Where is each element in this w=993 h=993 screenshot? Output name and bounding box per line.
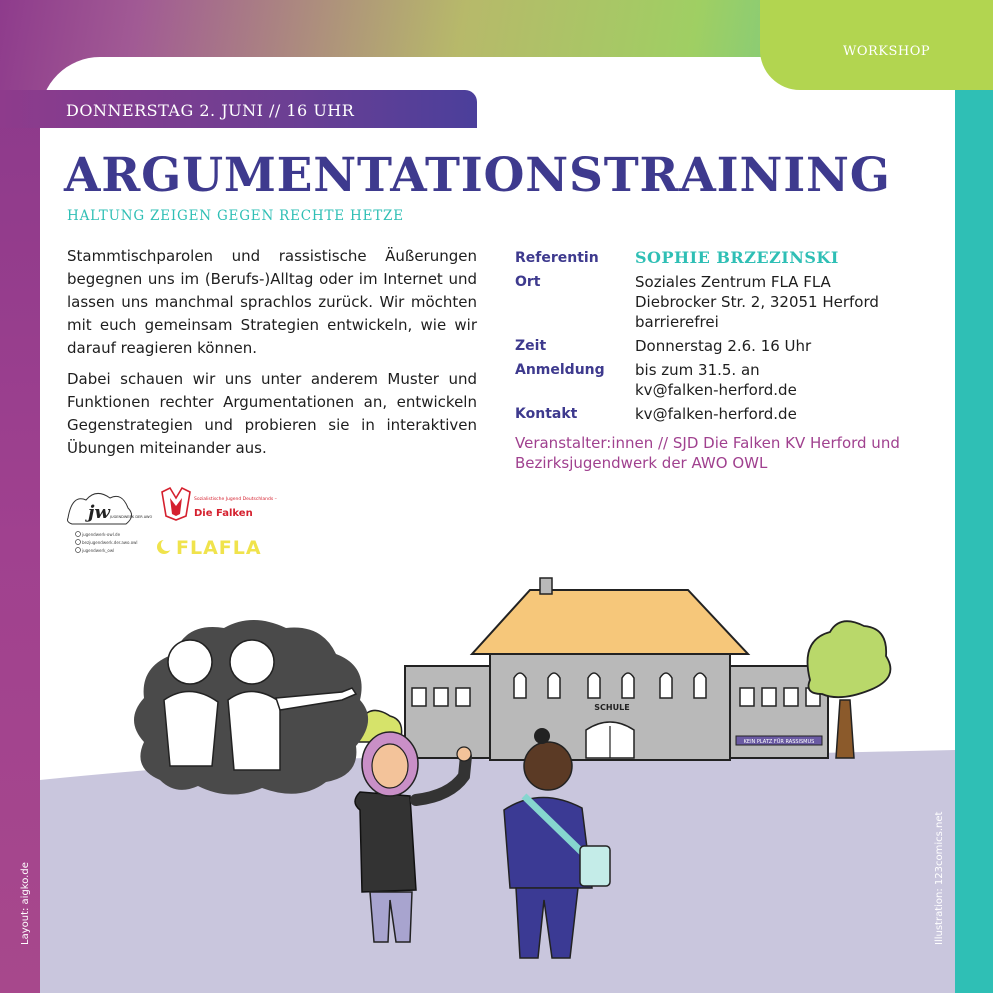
man-head-left — [168, 640, 212, 684]
page-title: ARGUMENTATIONSTRAINING — [64, 148, 891, 203]
info-row-zeit — [515, 336, 935, 356]
boy-head — [524, 742, 572, 790]
anmeldung-email-link[interactable]: kv@falken-herford.de — [635, 381, 797, 399]
ort-line: Soziales Zentrum FLA FLA — [635, 273, 831, 291]
zeit-value: Donnerstag 2.6. 16 Uhr — [635, 337, 812, 355]
description-paragraph-1: Stammtischparolen und rassistische Äußerungen begegnen uns im (Berufs-)Alltag oder im Internet und lassen uns manchmal sprachlos zurück. Wir möchten mit euch gemeinsam Strategien entwickeln, wie wir darauf reagieren können. — [67, 247, 477, 357]
anmeldung-label: Anmeldung — [515, 362, 605, 378]
ort-value — [635, 272, 935, 332]
right-teal-bar — [955, 90, 993, 993]
falken-logo — [162, 488, 278, 520]
jw-social-1: bezjugendwerk.der.awo.owl — [82, 540, 138, 545]
kontakt-email-link[interactable]: kv@falken-herford.de — [635, 405, 797, 423]
flafla-name: FLAFLA — [176, 537, 262, 559]
illustration — [40, 570, 955, 993]
anmeldung-line: bis zum 31.5. an — [635, 361, 760, 379]
event-info — [515, 248, 935, 428]
jw-social-2: jugendwerk_owl — [82, 548, 115, 553]
zeit-label: Zeit — [515, 338, 547, 354]
workshop-label: WORKSHOP — [843, 44, 931, 59]
left-purple-bar — [0, 90, 40, 993]
ort-line: Diebrocker Str. 2, 32051 Herford — [635, 293, 879, 311]
anmeldung-value — [635, 360, 935, 400]
tree-crown — [808, 621, 891, 697]
boy-sweater — [504, 797, 592, 888]
falken-tagline: Sozialistische Jugend Deutschlands – — [194, 497, 277, 502]
jw-mark: jw — [88, 502, 111, 523]
jw-web: jugendwerk-owl.de — [82, 532, 121, 537]
description — [67, 245, 477, 468]
partner-logos — [66, 486, 286, 561]
girl-jacket — [355, 792, 416, 892]
referent-name: SOPHIE BRZEZINSKI — [635, 248, 839, 267]
man-head-right — [230, 640, 274, 684]
ort-line: barrierefrei — [635, 313, 719, 331]
school-sign: SCHULE — [594, 703, 630, 712]
page-subtitle: HALTUNG ZEIGEN GEGEN RECHTE HETZE — [67, 208, 404, 224]
referent-label: Referentin — [515, 250, 599, 266]
organizer-text: Veranstalter:innen // SJD Die Falken KV Herford und Bezirksjugendwerk der AWO OWL — [515, 434, 900, 472]
info-row-kontakt — [515, 404, 935, 424]
falken-name: Die Falken — [194, 508, 253, 519]
illustration-credit: Illustration: 123comics.net — [934, 811, 945, 945]
school-roof — [472, 590, 748, 654]
event-date: DONNERSTAG 2. JUNI // 16 UHR — [66, 101, 355, 120]
info-row-ort — [515, 272, 935, 332]
description-paragraph-2: Dabei schauen wir uns unter anderem Muster und Funktionen rechter Argumentationen an, entwickeln Gegenstrategien und probieren sie in interaktiven Übungen miteinander aus. — [67, 370, 477, 457]
jw-caption: JUGENDWERK DER AWO — [110, 515, 153, 519]
shoulder-bag — [580, 846, 610, 886]
tree-trunk — [836, 700, 854, 758]
info-row-anmeldung — [515, 360, 935, 400]
flafla-logo — [157, 537, 262, 559]
kontakt-label: Kontakt — [515, 406, 578, 422]
banner-text: KEIN PLATZ FÜR RASSISMUS — [743, 739, 815, 745]
layout-credit: Layout: aigko.de — [20, 862, 31, 945]
girl-face — [372, 744, 408, 788]
info-row-referent — [515, 248, 935, 268]
building-left-wing — [405, 666, 497, 758]
ort-label: Ort — [515, 274, 541, 290]
jugendwerk-logo — [68, 493, 153, 553]
